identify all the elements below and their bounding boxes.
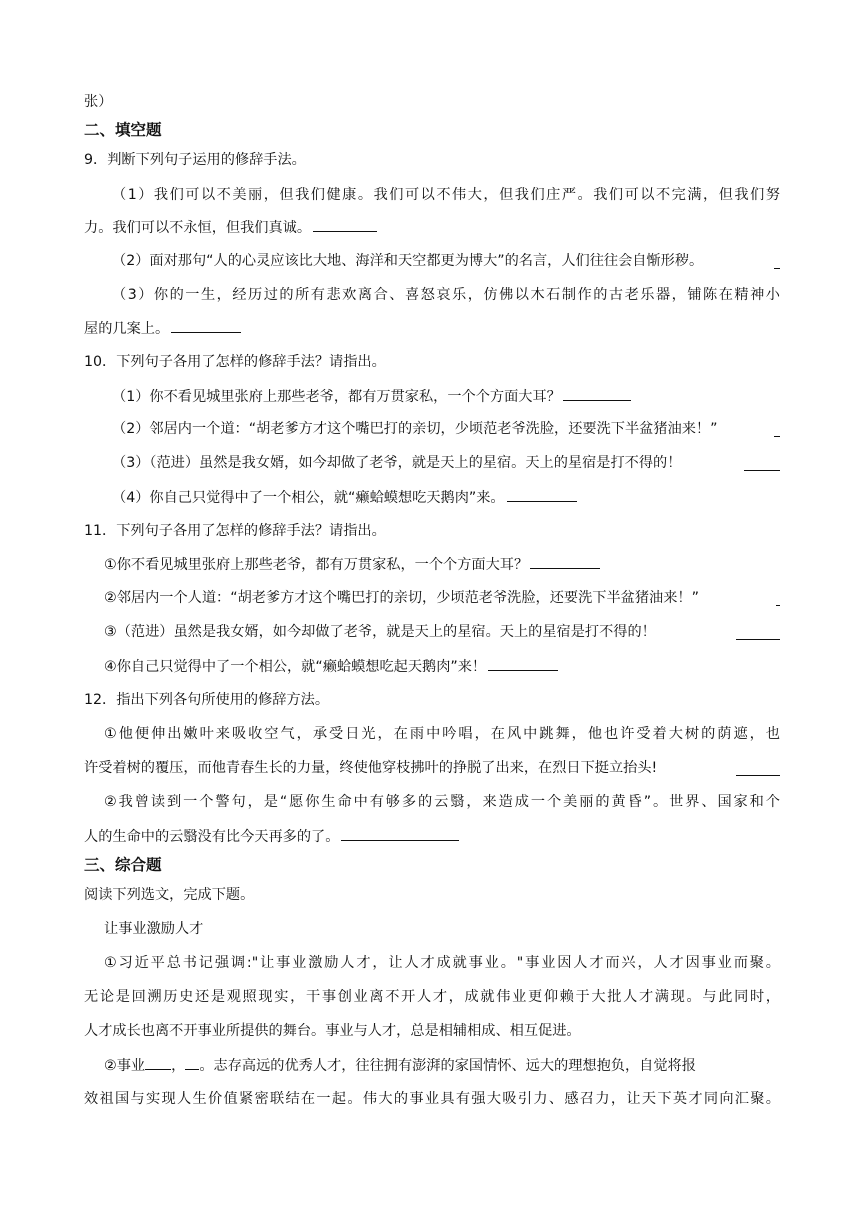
text: 。志存高远的优秀人才，往往拥有澎湃的家国情怀、远大的理想抱负，自觉将报 — [199, 1058, 696, 1074]
question-10-1-line — [112, 386, 780, 407]
answer-blank[interactable] — [145, 1055, 171, 1070]
answer-blank[interactable] — [341, 826, 459, 841]
question-12-prompt: 12．指出下列各句所使用的修辞方法。 — [84, 692, 330, 708]
answer-blank[interactable] — [736, 761, 780, 776]
question-9-1-line-2 — [84, 217, 780, 238]
passage-paragraph-1-line-1: ①习近平总书记强调:"让事业激励人才，让人才成就事业。"事业因人才而兴，人才因事业而聚。 — [104, 955, 780, 971]
question-12-2-line-2 — [84, 826, 780, 847]
question-9-prompt: 9．判断下列句子运用的修辞手法。 — [84, 152, 306, 168]
answer-blank[interactable] — [774, 422, 780, 437]
question-9-1-line-1: （1）我们可以不美丽，但我们健康。我们可以不伟大，但我们庄严。我们可以不完满，但我们努 — [112, 187, 780, 203]
reading-instruction: 阅读下列选文，完成下题。 — [84, 887, 255, 903]
answer-blank[interactable] — [744, 456, 780, 471]
question-9-2-line — [112, 251, 780, 271]
question-10-2-line — [112, 419, 780, 439]
question-11-2-line — [104, 588, 780, 608]
text: （4）你自己只觉得中了一个相公，就“癞蛤蟆想吃天鹅肉”来。 — [112, 490, 505, 506]
text: （2）邻居内一个道：“胡老爹方才这个嘴巴打的亲切，少顷范老爷洗脸，还要洗下半盆猪油来！” — [112, 421, 718, 437]
text: ②邻居内一个人道：“胡老爹方才这个嘴巴打的亲切，少顷范老爷洗脸，还要洗下半盆猪油来！” — [104, 590, 699, 606]
question-11-1-line — [104, 554, 780, 575]
passage-paragraph-2-line-2: 效祖国与实现人生价值紧密联结在一起。伟大的事业具有强大吸引力、感召力，让天下英才同向汇聚。 — [84, 1091, 780, 1107]
text: 力。我们可以不永恒，但我们真诚。 — [84, 220, 312, 236]
text: ， — [171, 1058, 186, 1074]
text: （3）（范进）虽然是我女婿，如今却做了老爷，就是天上的星宿。天上的星宿是打不得的！ — [112, 455, 682, 471]
passage-paragraph-1-line-3: 人才成长也离不开事业所提供的舞台。事业与人才，总是相辅相成、相互促进。 — [84, 1023, 581, 1039]
answer-blank[interactable] — [488, 656, 558, 671]
answer-blank[interactable] — [736, 625, 780, 640]
question-10-prompt: 10．下列句子各用了怎样的修辞手法？请指出。 — [84, 354, 386, 370]
answer-blank[interactable] — [563, 386, 631, 401]
question-9-3-line-2 — [84, 318, 780, 339]
question-9-3-line-1: （3）你的一生，经历过的所有悲欢离合、喜怒哀乐，仿佛以木石制作的古老乐器，铺陈在精神小 — [112, 287, 780, 303]
text: ③（范进）虽然是我女婿，如今却做了老爷，就是天上的星宿。天上的星宿是打不得的！ — [104, 624, 656, 640]
answer-blank[interactable] — [774, 254, 780, 269]
question-12-1-line-2 — [84, 758, 780, 778]
answer-blank[interactable] — [185, 1055, 199, 1070]
text-line: 张） — [84, 94, 113, 110]
section-heading-comprehensive: 三、综合题 — [84, 856, 162, 874]
question-12-2-line-1: ②我曾读到一个警句，是“愿你生命中有够多的云翳，来造成一个美丽的黄昏”。世界、国家和个 — [104, 794, 780, 810]
text: （1）你不看见城里张府上那些老爷，都有万贯家私，一个个方面大耳？ — [112, 389, 561, 405]
answer-blank[interactable] — [171, 318, 241, 333]
text: 许受着树的覆压，而他青春生长的力量，终使他穿枝拂叶的挣脱了出来，在烈日下挺立抬头! — [84, 760, 658, 776]
text: ①你不看见城里张府上那些老爷，都有万贯家私，一个个方面大耳？ — [104, 557, 529, 573]
text: ②事业 — [104, 1058, 146, 1074]
answer-blank[interactable] — [313, 217, 377, 232]
text: 人的生命中的云翳没有比今天再多的了。 — [84, 829, 340, 845]
question-12-1-line-1: ①他便伸出嫩叶来吸收空气，承受日光，在雨中吟唱，在风中跳舞，他也许受着大树的荫遮，也 — [104, 726, 780, 742]
text: ④你自己只觉得中了一个相公，就“癞蛤蟆想吃起天鹅肉”来！ — [104, 659, 487, 675]
section-heading-fill-in: 二、填空题 — [84, 121, 162, 139]
text: 屋的几案上。 — [84, 321, 170, 337]
answer-blank[interactable] — [507, 487, 577, 502]
question-11-3-line — [104, 622, 780, 642]
passage-title: 让事业激励人才 — [104, 921, 204, 937]
question-11-4-line — [104, 656, 780, 677]
passage-paragraph-1-line-2: 无论是回溯历史还是观照现实，干事创业离不开人才，成就伟业更仰赖于大批人才满现。与此同时， — [84, 989, 780, 1005]
question-11-prompt: 11．下列句子各用了怎样的修辞手法？请指出。 — [84, 523, 386, 539]
answer-blank[interactable] — [530, 554, 600, 569]
question-10-4-line — [112, 487, 780, 508]
passage-paragraph-2-line-1 — [104, 1055, 780, 1076]
text: （2）面对那句“人的心灵应该比大地、海洋和天空都更为博大”的名言，人们往往会自惭形秽。 — [112, 253, 704, 269]
answer-blank[interactable] — [776, 591, 780, 606]
question-10-3-line — [112, 453, 780, 473]
